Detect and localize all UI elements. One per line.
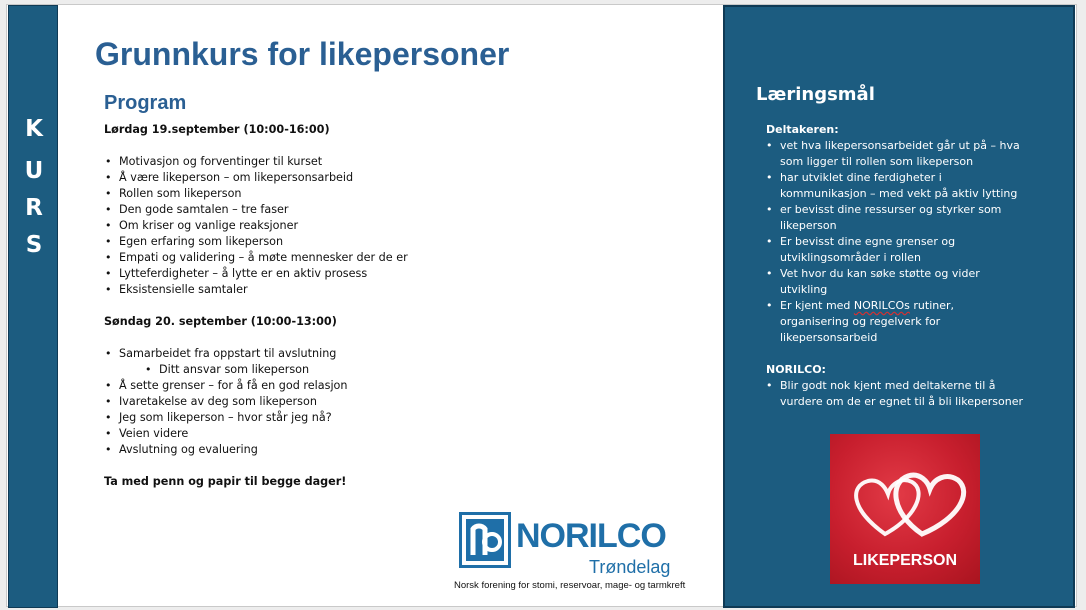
norilco-label: NORILCO: <box>766 363 826 376</box>
goal-item-line: vurdere om de er egnet til å bli likepersoner <box>780 395 1023 408</box>
bullet-dot: • <box>766 171 773 184</box>
norilco-logo <box>454 511 708 595</box>
bullet-dot: • <box>105 219 112 232</box>
bullet-dot: • <box>105 283 112 296</box>
bullet-dot: • <box>105 251 112 264</box>
likeperson-card <box>830 434 980 584</box>
list-item: Egen erfaring som likeperson <box>119 235 284 248</box>
bullet-dot: • <box>105 267 112 280</box>
list-item-sub: Ditt ansvar som likeperson <box>159 363 310 376</box>
logo-wordmark: NORILCO <box>516 517 666 555</box>
goal-item-line: som ligger til rollen som likeperson <box>780 155 974 168</box>
bullet-dot: • <box>105 203 112 216</box>
bullet-dot: • <box>105 427 112 440</box>
goal-item-line: er bevisst dine ressurser og styrker som <box>780 203 1002 216</box>
bullet-dot: • <box>105 187 112 200</box>
goal-item-line: likepersonsarbeid <box>780 331 878 344</box>
goal-item-line: likeperson <box>780 219 837 232</box>
participant-label: Deltakeren: <box>766 123 839 136</box>
learning-goals-heading: Læringsmål <box>756 84 875 105</box>
list-item: Empati og validering – å møte mennesker der de er <box>119 251 408 264</box>
bullet-dot: • <box>766 235 773 248</box>
list-item: Lytteferdigheter – å lytte er en aktiv prosess <box>119 267 368 280</box>
bullet-dot: • <box>766 203 773 216</box>
logo-tagline: Norsk forening for stomi, reservoar, mage- og tarmkreft <box>454 580 686 591</box>
page-title: Grunnkurs for likepersoner <box>95 36 510 72</box>
goal-item-line: utvikling <box>780 283 828 296</box>
list-item: Å være likeperson – om likepersonsarbeid <box>119 171 354 184</box>
bullet-dot: • <box>105 347 112 360</box>
bullet-dot: • <box>766 267 773 280</box>
bullet-dot: • <box>766 379 773 392</box>
kurs-letter-r: R <box>25 195 43 221</box>
left-vertical-bar <box>8 5 58 608</box>
list-item: Avslutning og evaluering <box>119 443 258 456</box>
bullet-dot: • <box>105 155 112 168</box>
bullet-dot: • <box>145 363 152 376</box>
list-item: Å sette grenser – for å få en god relasjon <box>119 379 348 392</box>
goal-item-line: Blir godt nok kjent med deltakerne til å <box>780 379 996 392</box>
goal-item-line: kommunikasjon – med vekt på aktiv lytting <box>780 187 1018 200</box>
list-item: Den gode samtalen – tre faser <box>119 203 289 216</box>
logo-region: Trøndelag <box>589 557 671 577</box>
kurs-letter-s: S <box>25 232 43 258</box>
list-item: Veien videre <box>119 427 189 440</box>
logo-mark-icon <box>459 512 511 568</box>
bring-pen-note: Ta med penn og papir til begge dager! <box>104 475 347 488</box>
goal-item-line: Er kjent med NORILCOs rutiner, <box>780 299 955 312</box>
likeperson-label: LIKEPERSON <box>852 552 957 569</box>
bullet-dot: • <box>105 171 112 184</box>
day1-heading: Lørdag 19.september (10:00-16:00) <box>104 123 330 136</box>
list-item: Eksistensielle samtaler <box>119 283 248 296</box>
program-heading: Program <box>104 92 187 114</box>
bullet-dot: • <box>766 299 773 312</box>
spellcheck-mark: NORILCOs <box>853 299 910 312</box>
list-item: Samarbeidet fra oppstart til avslutning <box>119 347 337 360</box>
bullet-dot: • <box>766 139 773 152</box>
bullet-dot: • <box>105 411 112 424</box>
bullet-dot: • <box>105 379 112 392</box>
goal-item-line: har utviklet dine ferdigheter i <box>780 171 942 184</box>
list-item: Om kriser og vanlige reaksjoner <box>119 219 299 232</box>
goal-item-line: Vet hvor du kan søke støtte og vider <box>780 267 980 280</box>
day2-heading: Søndag 20. september (10:00-13:00) <box>104 315 337 328</box>
goal-item-line: utviklingsområder i rollen <box>780 251 921 264</box>
kurs-letter-k: K <box>25 116 43 142</box>
goal-item-line: Er bevisst dine egne grenser og <box>780 235 956 248</box>
list-item: Ivaretakelse av deg som likeperson <box>119 395 317 408</box>
hearts-icon <box>830 434 980 554</box>
list-item: Motivasjon og forventinger til kurset <box>119 155 323 168</box>
goal-item-line: organisering og regelverk for <box>780 315 941 328</box>
list-item: Jeg som likeperson – hvor står jeg nå? <box>119 411 332 424</box>
goal-item-line: vet hva likepersonsarbeidet går ut på – hva <box>780 139 1020 152</box>
bullet-dot: • <box>105 443 112 456</box>
list-item: Rollen som likeperson <box>119 187 242 200</box>
bullet-dot: • <box>105 235 112 248</box>
bullet-dot: • <box>105 395 112 408</box>
kurs-letter-u: U <box>24 158 44 184</box>
